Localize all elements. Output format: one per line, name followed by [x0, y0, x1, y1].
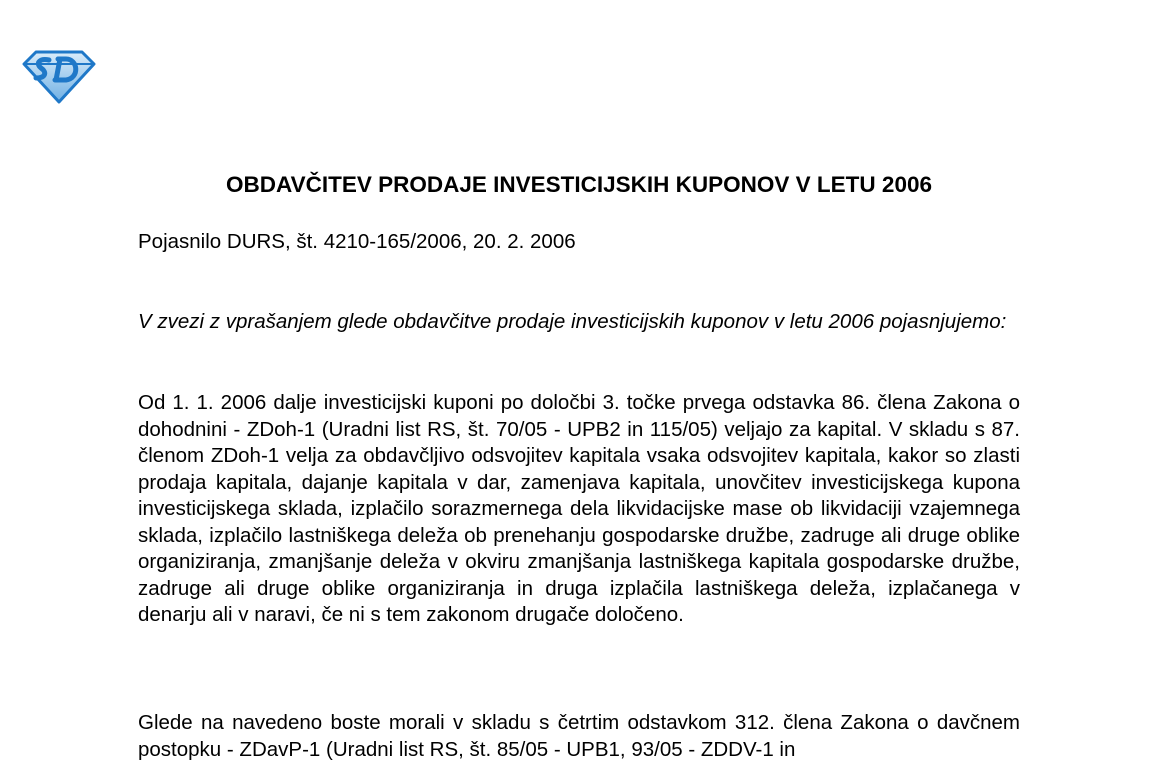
body-paragraph-1: Od 1. 1. 2006 dalje investicijski kuponi po določbi 3. točke prvega odstavka 86. člena Zakona o dohodnini - ZDoh-1 (Uradni list RS, št. 70/05 - UPB2 in 115/05) veljajo za kapital. V skladu s 87. členom ZDoh-1 velja za obdavčljivo odsvojitev kapitala vsaka odsvojitev kapitala, kakor so zlasti prodaja kapitala, dajanje kapitala v dar, zamenjava kapitala, unovčitev investicijskega kupona investicijskega sklada, izplačilo sorazmernega dela likvidacijske mase ob likvidaciji vzajemnega sklada, izplačilo lastniškega deleža ob prenehanju gospodarske družbe, zadruge ali druge oblike organiziranja, zmanjšanje deleža v okviru zmanjšanja lastniškega kapitala gospodarske družbe, zadruge ali druge oblike organiziranja in druga izplačila lastniškega deleža, izplačanega v denarju ali v naravi, če ni s tem zakonom drugače določeno.	[138, 391, 1020, 626]
sd-logo-icon	[22, 50, 96, 104]
document-subtitle: Pojasnilo DURS, št. 4210-165/2006, 20. 2. 2006	[138, 230, 576, 253]
document-title: OBDAVČITEV PRODAJE INVESTICIJSKIH KUPONOV V LETU 2006	[226, 172, 932, 197]
intro-paragraph: V zvezi z vprašanjem glede obdavčitve prodaje investicijskih kuponov v letu 2006 pojasnjujemo:	[138, 310, 1007, 333]
body-paragraph-2: Glede na navedeno boste morali v skladu s četrtim odstavkom 312. člena Zakona o davčnem postopku - ZDavP-1 (Uradni list RS, št. 85/05 - UPB1, 93/05 - ZDDV-1 in	[138, 711, 1020, 761]
